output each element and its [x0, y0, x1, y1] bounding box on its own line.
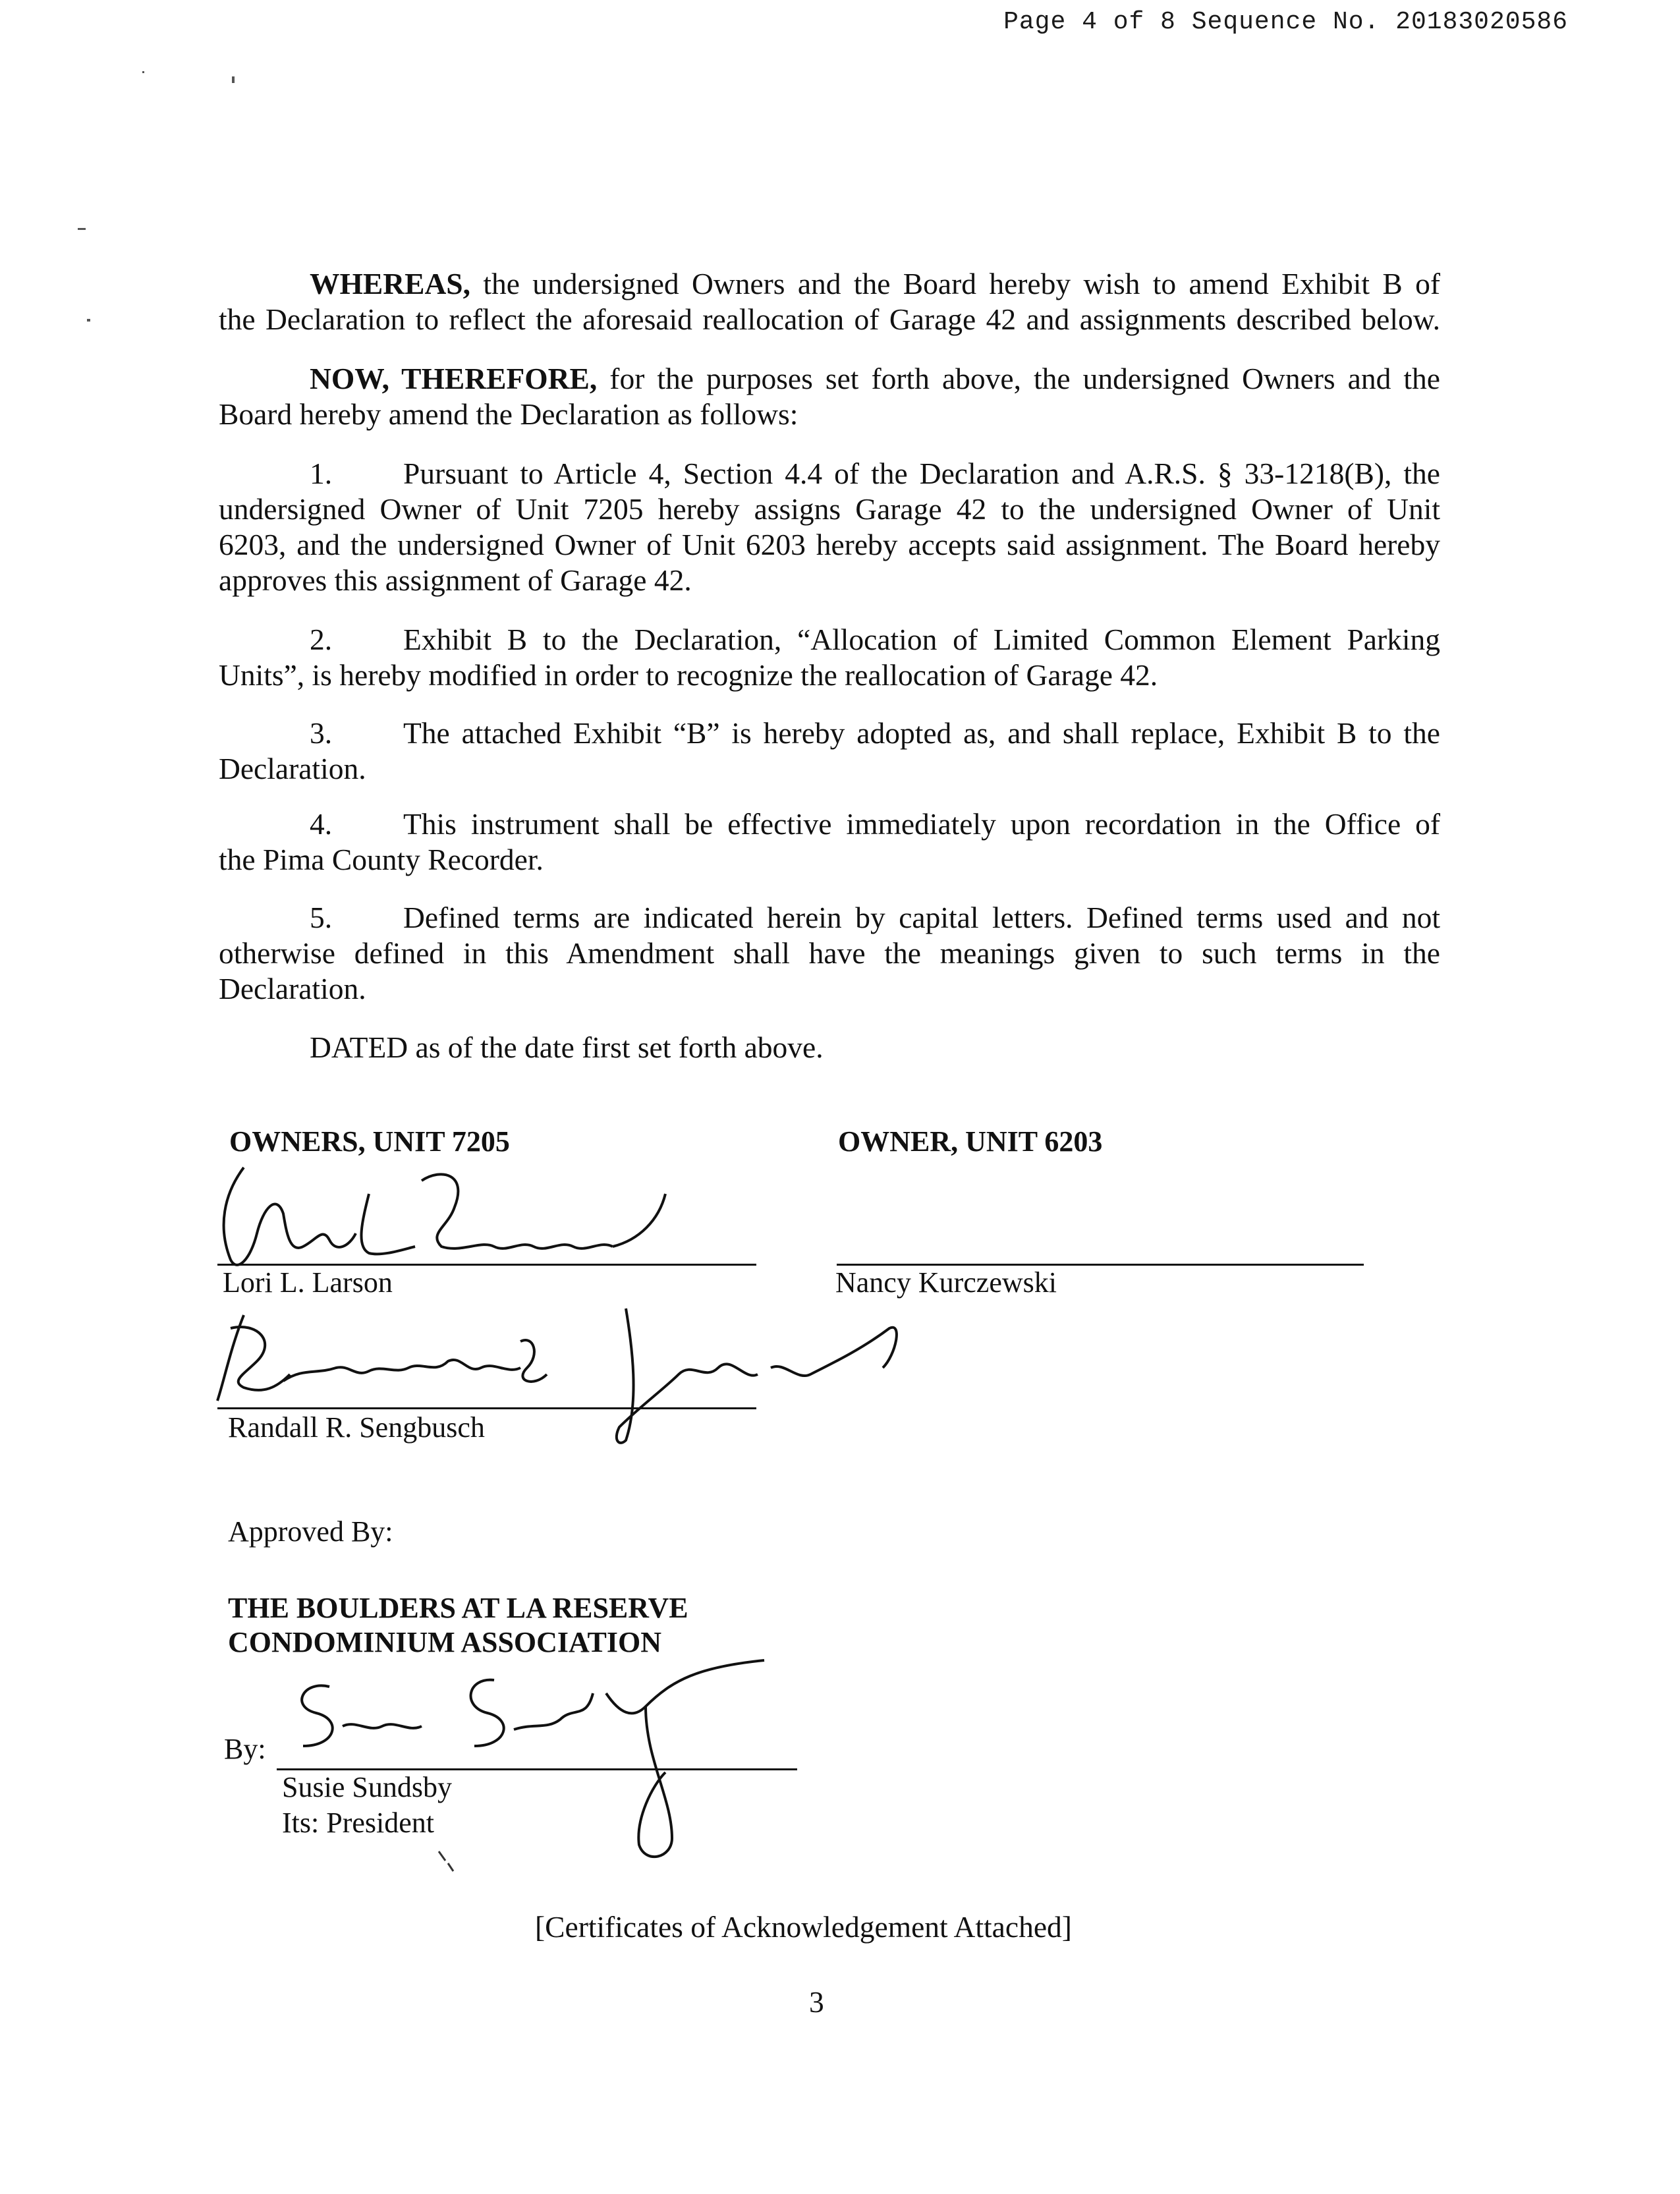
whereas-line-2: the Declaration to reflect the aforesaid reallocation of Garage 42 and assignments described below. — [219, 302, 1440, 336]
now-therefore-line-2: Board hereby amend the Declaration as follows: — [219, 397, 798, 431]
item-text: Units”, is hereby modified in order to recognize the reallocation of Garage 42. — [219, 658, 1158, 692]
scan-speck — [78, 228, 86, 230]
whereas-paragraph — [219, 266, 1440, 337]
item-number: 4. — [310, 807, 333, 841]
item-text: This instrument shall be effective immediately upon recordation in the Office of — [403, 807, 1440, 841]
item-3 — [219, 716, 1440, 787]
association-name-line-2: CONDOMINIUM ASSOCIATION — [228, 1626, 662, 1658]
item-text: the Pima County Recorder. — [219, 843, 544, 876]
item-4 — [219, 806, 1440, 878]
stray-mark — [436, 1849, 462, 1875]
now-therefore-line-1: for the purposes set forth above, the undersigned Owners and the — [597, 362, 1441, 395]
item-text: Exhibit B to the Declaration, “Allocation of Limited Common Element Parking — [403, 623, 1440, 656]
item-2 — [219, 622, 1440, 693]
dated-line: DATED as of the date first set forth above. — [310, 1030, 824, 1064]
item-number: 3. — [310, 716, 333, 750]
item-number: 5. — [310, 901, 333, 934]
signer-lori-larson: Lori L. Larson — [223, 1266, 393, 1299]
item-text: undersigned Owner of Unit 7205 hereby assigns Garage 42 to the undersigned Owner of Unit — [219, 492, 1440, 526]
signature-line — [217, 1407, 756, 1409]
signer-title: Its: President — [282, 1807, 434, 1839]
certificates-note: [Certificates of Acknowledgement Attached] — [535, 1910, 1072, 1944]
page-number: 3 — [809, 1985, 824, 2019]
signer-randall-sengbusch: Randall R. Sengbusch — [228, 1411, 485, 1444]
scan-speck — [142, 71, 144, 73]
item-number: 1. — [310, 457, 333, 490]
now-therefore-paragraph — [219, 361, 1440, 432]
page-sequence-stamp: Page 4 of 8 Sequence No. 20183020586 — [1003, 8, 1568, 36]
item-text: Declaration. — [219, 972, 366, 1005]
item-text: Declaration. — [219, 752, 366, 785]
whereas-line-1: the undersigned Owners and the Board hereby wish to amend Exhibit B of — [470, 267, 1440, 300]
whereas-lead: WHEREAS, — [310, 267, 470, 300]
owner-6203-heading: OWNER, UNIT 6203 — [838, 1125, 1103, 1158]
item-text: The attached Exhibit “B” is hereby adopted as, and shall replace, Exhibit B to the — [403, 716, 1440, 750]
item-number: 2. — [310, 623, 333, 656]
item-text: approves this assignment of Garage 42. — [219, 563, 692, 597]
item-text: Defined terms are indicated herein by capital letters. Defined terms used and not — [403, 901, 1440, 934]
signer-nancy-kurczewski: Nancy Kurczewski — [835, 1266, 1057, 1299]
item-text: otherwise defined in this Amendment shall have the meanings given to such terms in the — [219, 936, 1440, 970]
signer-susie-sundsby: Susie Sundsby — [282, 1771, 452, 1803]
now-therefore-lead: NOW, THEREFORE, — [310, 362, 598, 395]
approved-by-label: Approved By: — [228, 1515, 393, 1548]
item-text: 6203, and the undersigned Owner of Unit 6203 hereby accepts said assignment. The Board hereby — [219, 528, 1440, 561]
item-text: Pursuant to Article 4, Section 4.4 of the Declaration and A.R.S. § 33-1218(B), the — [403, 457, 1440, 490]
item-5 — [219, 900, 1440, 1007]
scan-speck — [232, 76, 235, 83]
by-label: By: — [224, 1733, 266, 1765]
owners-7205-heading: OWNERS, UNIT 7205 — [229, 1125, 510, 1158]
scan-speck — [87, 319, 90, 322]
association-name-line-1: THE BOULDERS AT LA RESERVE — [228, 1592, 688, 1624]
item-1 — [219, 456, 1440, 598]
